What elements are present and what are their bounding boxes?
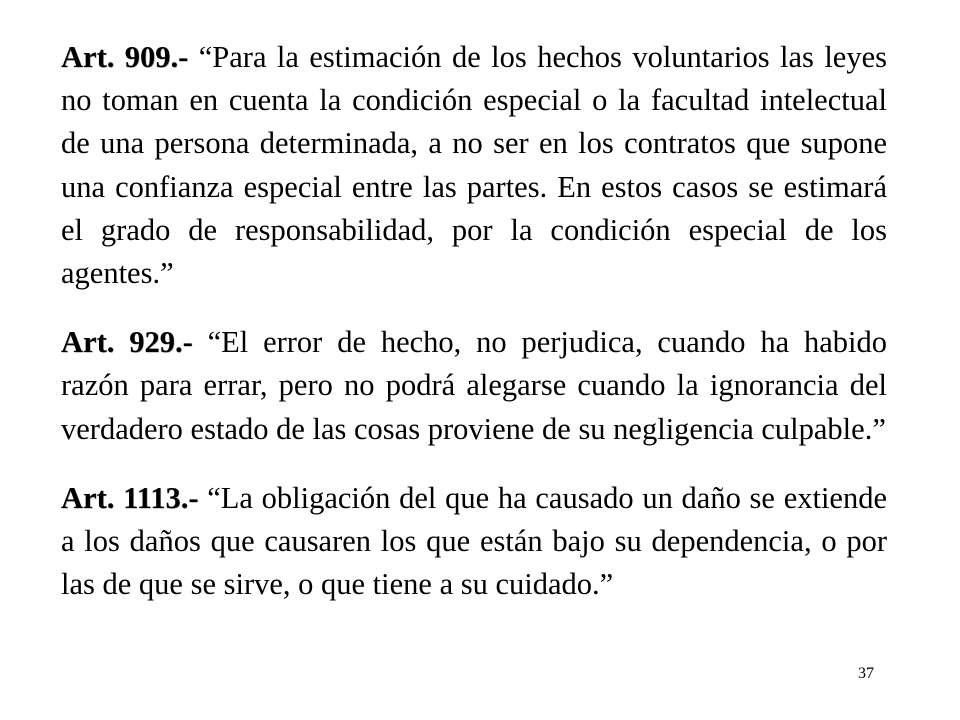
article-1113 (61, 477, 887, 607)
article-text: “Para la estimación de los hechos voluntarios las leyes no toman en cuenta la condición especial o la facultad intelectual de una persona determinada, a no ser en los contratos que supone una confianza especial entre las partes. En estos casos se estimará el grado de responsabilidad, por la condición especial de los agentes.” (61, 40, 887, 291)
page-number: 37 (858, 665, 874, 682)
article-text: “El error de hecho, no perjudica, cuando ha habido razón para errar, pero no podrá alegarse cuando la ignorancia del verdadero estado de las cosas proviene de su negligencia culpable.” (61, 325, 887, 446)
slide-content (61, 36, 887, 606)
article-label: Art. 909.- (61, 40, 189, 74)
article-text: “La obligación del que ha causado un daño se extiende a los daños que causaren los que están bajo su dependencia, o por las de que se sirve, o que tiene a su cuidado.” (61, 480, 887, 602)
article-909 (61, 36, 887, 295)
article-929 (61, 321, 887, 451)
article-label: Art. 929.- (61, 325, 193, 360)
article-label: Art. 1113.- (61, 480, 199, 515)
